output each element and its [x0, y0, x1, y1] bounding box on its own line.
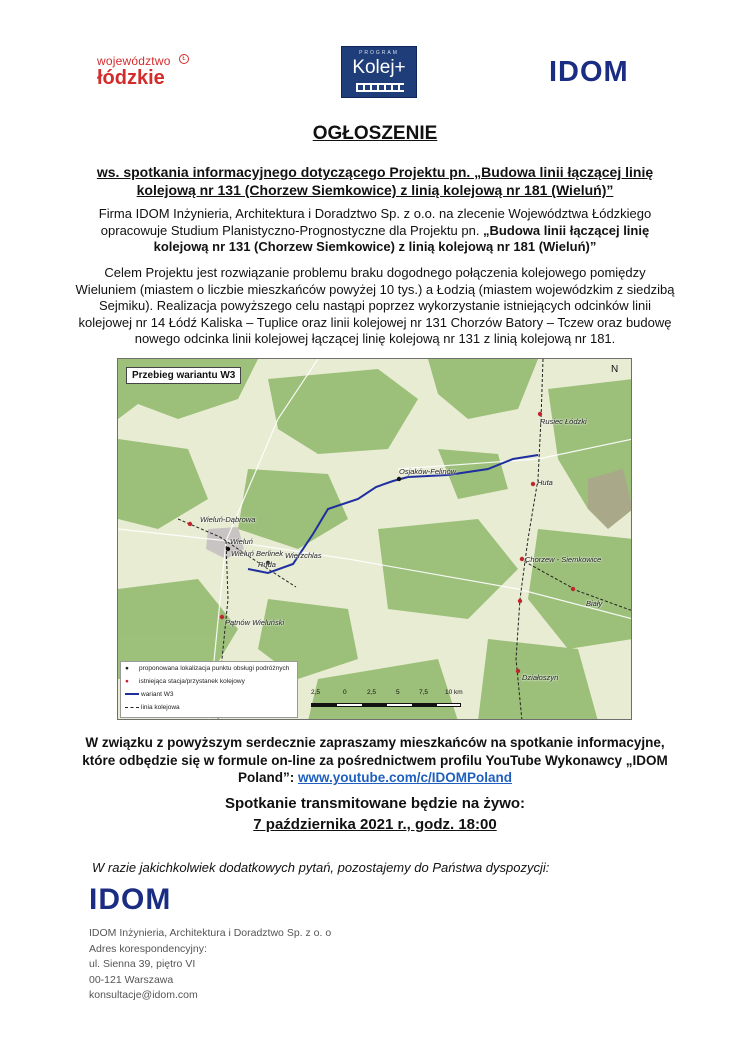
rail-line-icon [125, 707, 139, 708]
goal-paragraph: Celem Projektu jest rozwiązanie problemu braku dogodnego połączenia kolejowego pomiędzy Wieluniem (miastem o liczbie mieszkańców powyżej 10 tys.) a Łodzią (miastem wojewódzkim z siedzibą Sejmiku). Realizacja powyższego celu nastąpi poprzez wykorzystanie istniejących odcinków linii kolejowej nr 14 Łódź Kaliska – Tuplice oraz linii kolejowej nr 131 Chorzów Batory – Tczew oraz budowę nowego odcinka linii kolejowej łączącej linię kolejową nr 131 z linią kolejową nr 181. [75, 265, 675, 346]
legend-variant [125, 691, 174, 698]
logo-lodzkie-mark: Ł [179, 54, 189, 64]
scale-label: 0 [343, 689, 347, 696]
legend-existing-station-label: istniejąca stacja/przystanek kolejowy [139, 678, 245, 686]
contact-company: IDOM Inżynieria, Architektura i Doradztwo Sp. z o. o [89, 927, 332, 939]
place-label-wielun: Wieluń [230, 537, 253, 546]
place-label-chorzew: Chorzew - Siemkowice [525, 555, 602, 564]
place-label-wielun-berlinek: Wieluń Berlinek [231, 549, 284, 558]
idom-logo-footer: IDOM [89, 883, 172, 916]
scale-bar-graphic [311, 703, 461, 707]
invitation-paragraph [75, 734, 675, 787]
legend-rail-line [125, 704, 180, 711]
proposed-stop-icon: ● [125, 665, 129, 672]
map-scale-bar [311, 689, 471, 717]
north-arrow-icon: N [611, 364, 619, 375]
place-label-ruda: Ruda [258, 560, 276, 569]
announcement-subject: ws. spotkania informacyjnego dotyczącego Projektu pn. „Budowa linii łączącej linię kolejową nr 131 (Chorzew Siemkowice) z linią kolejową nr 181 (Wieluń)” [96, 164, 654, 198]
rails-icon [356, 83, 404, 92]
legend-rail-line-label: linia kolejowa [141, 704, 180, 711]
legend-existing-station [125, 678, 245, 685]
kolej-plus-logo [341, 46, 417, 98]
contact-street: ul. Sienna 39, piętro VI [89, 958, 196, 970]
questions-note: W razie jakichkolwiek dodatkowych pytań, pozostajemy do Państwa dyspozycji: [92, 860, 550, 875]
place-label-dzialoszyn: Działoszyn [522, 673, 559, 682]
kolej-name-text: Kolej+ [352, 57, 406, 78]
place-label-osjakow: Osjaków-Felinów [399, 467, 457, 476]
page-title: OGŁOSZENIE [312, 123, 438, 144]
meeting-date-time: 7 października 2021 r., godz. 18:00 [253, 816, 497, 833]
map-legend [120, 661, 298, 718]
place-label-huta: Huta [537, 478, 553, 487]
contact-city: 00-121 Warszawa [89, 973, 174, 986]
logo-lodzkie-top-text: województwo [97, 54, 171, 68]
scale-label: 2,5 [367, 689, 377, 696]
wojewodztwo-lodzkie-logo [97, 52, 197, 94]
place-label-patnow: Pątnów Wieluński [225, 618, 285, 627]
legend-proposed-stop [125, 665, 289, 672]
intro-text: Firma IDOM Inżynieria, Architektura i Doradztwo Sp. z o.o. na zlecenie Województwa Łódzkiego opracowuje Studium Planistyczno-Prognostyczne dla Projektu pn. [98, 206, 652, 238]
intro-paragraph [75, 206, 675, 256]
map-title: Przebieg wariantu W3 [126, 367, 241, 384]
intro-project-name: „Budowa linii łączącej linię kolejową nr 131 (Chorzew Siemkowice) z linią kolejową nr 181 (Wieluń)” [153, 222, 650, 254]
contact-block [89, 926, 331, 1004]
contact-email[interactable]: konsultacje@idom.com [89, 989, 198, 1001]
logo-lodzkie-main-text: łódzkie [97, 67, 165, 89]
legend-proposed-stop-label: proponowana lokalizacja punktu obsługi podróżnych [139, 665, 290, 673]
legend-variant-label: wariant W3 [141, 691, 174, 698]
scale-label: 7,5 [419, 689, 429, 696]
place-label-rusiec: Rusiec Łódzki [540, 417, 587, 426]
scale-label: 2,5 [311, 689, 321, 696]
variant-line-icon [125, 693, 139, 695]
kolej-program-text: PROGRAM [359, 50, 399, 56]
place-label-bialy: Biały [586, 599, 603, 608]
existing-station-icon: ● [125, 678, 129, 685]
place-label-wierzchlas: Wierzchlas [285, 551, 322, 560]
invitation-text: W związku z powyższym serdecznie zapraszamy mieszkańców na spotkanie informacyjne, które odbędzie się w formule on-line za pośrednictwem profilu YouTube Wykonawcy „IDOM Poland”: [82, 735, 668, 785]
place-label-wielun-dabrowa: Wieluń-Dąbrowa [200, 515, 256, 524]
scale-label: 10 km [445, 689, 463, 696]
youtube-channel-link[interactable]: www.youtube.com/c/IDOMPoland [297, 770, 513, 785]
route-map [117, 358, 632, 720]
scale-label: 5 [396, 689, 400, 696]
live-stream-notice: Spotkanie transmitowane będzie na żywo: [224, 795, 526, 812]
idom-logo-header: IDOM [549, 56, 629, 88]
contact-address-label: Adres korespondencyjny: [89, 942, 207, 955]
